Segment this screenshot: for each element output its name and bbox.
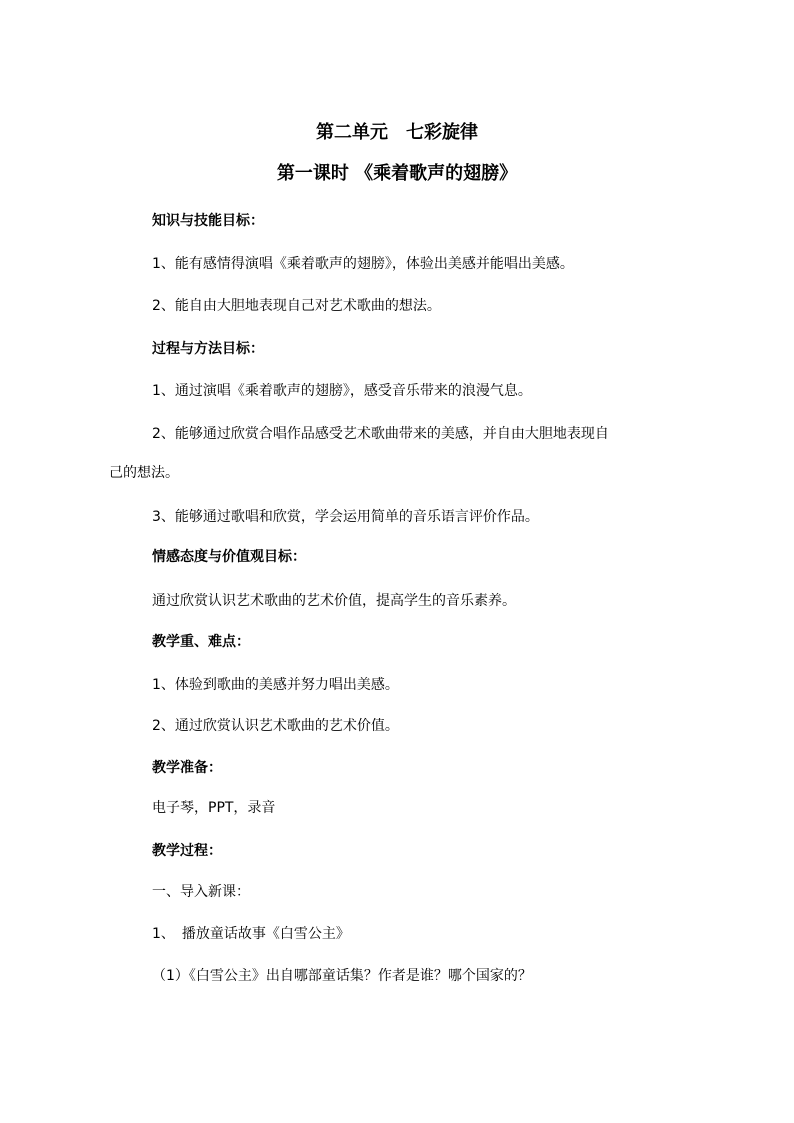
unit-title: 第二单元 七彩旋律: [316, 122, 478, 143]
knowledge-item-1: 1、能有感情得演唱《乘着歌声的翅膀》，体验出美感并能唱出美感。: [152, 256, 574, 272]
section-heading-emotion: 情感态度与价值观目标：: [152, 549, 306, 565]
section-heading-process: 过程与方法目标：: [152, 341, 264, 357]
knowledge-item-2: 2、能自由大胆地表现自己对艺术歌曲的想法。: [152, 298, 441, 314]
section-heading-procedure: 教学过程：: [152, 843, 222, 859]
section-heading-knowledge: 知识与技能目标：: [152, 213, 264, 229]
section-heading-preparation: 教学准备：: [152, 760, 222, 776]
process-item-1: 1、通过演唱《乘着歌声的翅膀》，感受音乐带来的浪漫气息。: [152, 383, 532, 399]
lesson-title: 第一课时 《乘着歌声的翅膀》: [276, 163, 518, 184]
process-item-2-continued: 己的想法。: [109, 465, 179, 481]
key-points-item-1: 1、体验到歌曲的美感并努力唱出美感。: [152, 677, 399, 693]
emotion-item-1: 通过欣赏认识艺术歌曲的艺术价值，提高学生的音乐素养。: [152, 593, 516, 609]
process-item-3: 3、能够通过歌唱和欣赏，学会运用简单的音乐语言评价作品。: [152, 509, 539, 525]
procedure-item-1: 一、导入新课：: [152, 884, 250, 900]
key-points-item-2: 2、通过欣赏认识艺术歌曲的艺术价值。: [152, 718, 399, 734]
section-heading-key-points: 教学重、难点：: [152, 634, 250, 650]
preparation-item-1: 电子琴，PPT，录音: [152, 800, 276, 816]
procedure-item-2: 1、 播放童话故事《白雪公主》: [152, 926, 350, 942]
process-item-2: 2、能够通过欣赏合唱作品感受艺术歌曲带来的美感，并自由大胆地表现自: [152, 426, 609, 442]
procedure-item-3: （1）《白雪公主》出自哪部童话集？作者是谁？哪个国家的？: [152, 968, 532, 984]
